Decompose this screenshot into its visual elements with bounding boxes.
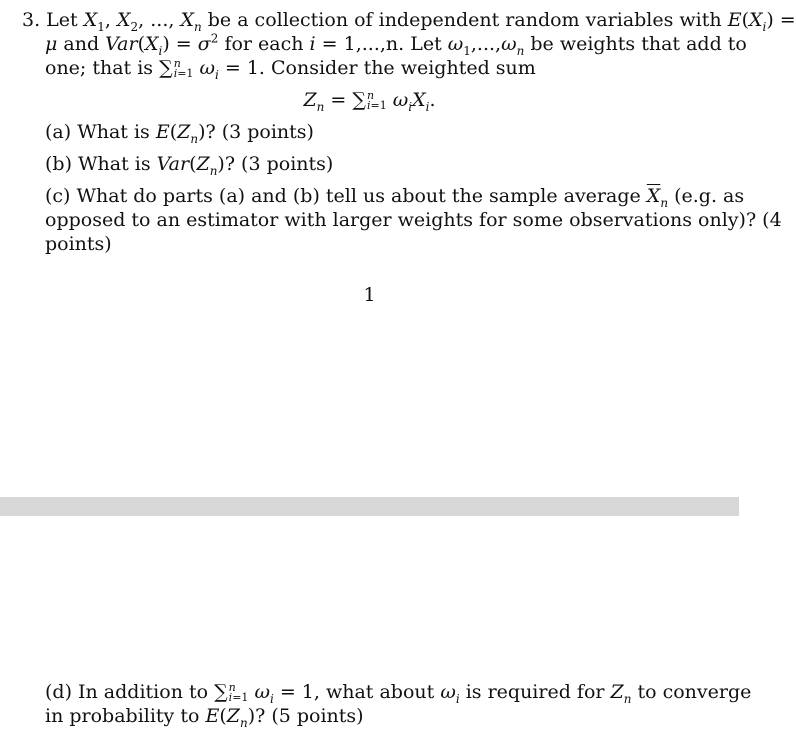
problem-line-3: one; that is ∑ n i=1 $\omega_i = 1$. Consider the weighted sum — [45, 57, 536, 82]
part-a: (a) What is $E(Z_n)$? (3 points) — [45, 121, 314, 146]
weighted-sum-formula: $Z_n$ = ∑ n i=1 $\omega_iX_i$. — [303, 89, 436, 114]
problem-line-2: μ and $Var(X_i) = \sigma^2$ for each i = 1,...,n. Let $\omega_1,...,\omega_n$ be weights that add to — [45, 31, 747, 58]
part-d-line-2: in probability to $E(Z_n)$? (5 points) — [45, 705, 364, 730]
problem-line-1: 3. Let $X_1$, $X_2$, ..., $X_n$ be a collection of independent random variables with $E(X_i)$ = — [22, 9, 796, 34]
part-c-line-3: points) — [45, 233, 112, 255]
part-c-line-1: (c) What do parts (a) and (b) tell us about the sample average $\overline{X}_n$ (e.g. as — [45, 185, 745, 210]
document-page-2 — [0, 516, 752, 735]
part-c-line-2: opposed to an estimator with larger weights for some observations only)? (4 — [45, 209, 782, 231]
part-d-line-1: (d) In addition to ∑ n i=1 $\omega_i = 1$, what about $\omega_i$ is required for $Z_n$ to converge — [45, 681, 752, 706]
part-b: (b) What is $Var(Z_n)$? (3 points) — [45, 153, 334, 178]
page-number: 1 — [363, 284, 376, 306]
page-separator — [0, 497, 739, 516]
